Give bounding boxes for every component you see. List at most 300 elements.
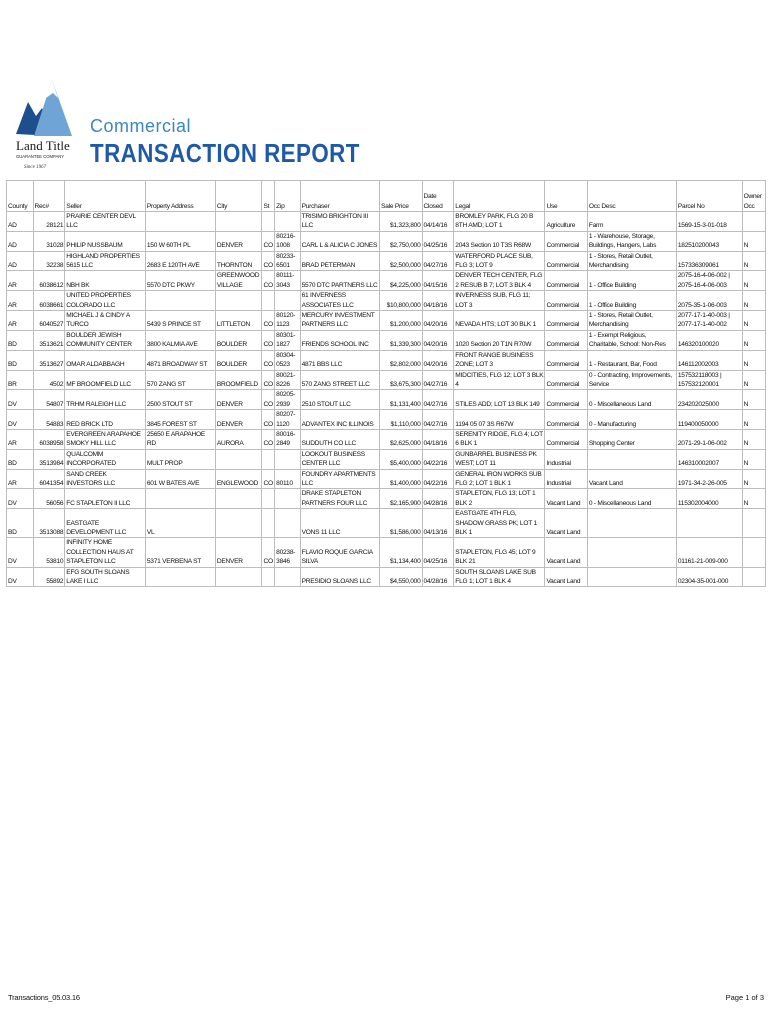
cell-rec: 4502	[33, 370, 65, 390]
cell-owner_occ: N	[742, 251, 765, 271]
cell-city: DENVER	[215, 538, 262, 567]
cell-county: BD	[7, 350, 34, 370]
cell-legal: DENVER TECH CENTER, FLG 2 RESUB B 7; LOT 3 BLK 4	[454, 271, 545, 291]
column-header-use: Use	[545, 181, 587, 212]
cell-zip: 80205-2939	[275, 390, 300, 410]
cell-zip: 80216-1008	[275, 231, 300, 251]
table-row	[7, 449, 766, 469]
cell-closed: 04/15/16	[422, 271, 454, 291]
cell-occ_desc: 1 - Warehouse, Storage, Buildings, Hangers, Labs	[587, 231, 676, 251]
cell-purchaser: 2510 STOUT LLC	[300, 390, 380, 410]
cell-legal: FRONT RANGE BUSINESS ZONE; LOT 3	[454, 350, 545, 370]
cell-parcel: 2071-29-1-06-002	[676, 429, 742, 449]
column-header-city: City	[215, 181, 262, 212]
cell-st: CO	[262, 271, 275, 291]
cell-zip: 80111-3043	[275, 271, 300, 291]
cell-use: Commercial	[545, 370, 587, 390]
table-row	[7, 311, 766, 331]
cell-zip: 80120-1123	[275, 311, 300, 331]
cell-occ_desc	[587, 538, 676, 567]
cell-owner_occ: N	[742, 271, 765, 291]
cell-zip: 80021-8226	[275, 370, 300, 390]
cell-seller: SAND CREEK INVESTORS LLC	[65, 469, 146, 489]
cell-address: MULT PROP	[145, 449, 215, 469]
cell-st	[262, 509, 275, 538]
cell-city: LITTLETON	[215, 311, 262, 331]
cell-legal: 2043 Section 10 T3S R68W	[454, 231, 545, 251]
cell-parcel: 146310002007	[676, 449, 742, 469]
cell-occ_desc: Shopping Center	[587, 429, 676, 449]
cell-county: BD	[7, 509, 34, 538]
cell-st: CO	[262, 429, 275, 449]
table-row	[7, 410, 766, 430]
cell-closed: 04/27/16	[422, 410, 454, 430]
table-row	[7, 271, 766, 291]
cell-owner_occ: N	[742, 469, 765, 489]
cell-county: DV	[7, 567, 34, 587]
table-row	[7, 469, 766, 489]
cell-owner_occ: N	[742, 449, 765, 469]
cell-address: 3800 KALMIA AVE	[145, 330, 215, 350]
column-header-st: St	[262, 181, 275, 212]
cell-parcel: 2077-17-1-40-003 | 2077-17-1-40-002	[676, 311, 742, 331]
cell-seller: QUALCOMM INCORPORATED	[65, 449, 146, 469]
cell-address: 150 W 60TH PL	[145, 231, 215, 251]
cell-owner_occ: N	[742, 370, 765, 390]
cell-use: Agriculture	[545, 212, 587, 232]
cell-zip: 80207-1120	[275, 410, 300, 430]
footer-filename: Transactions_05.03.16	[8, 993, 80, 1002]
cell-purchaser: CARL L & ALICIA C JONES	[300, 231, 380, 251]
cell-parcel: 1971-34-2-26-005	[676, 469, 742, 489]
cell-occ_desc	[587, 449, 676, 469]
cell-st	[262, 489, 275, 509]
cell-price: $1,339,300	[380, 330, 422, 350]
cell-parcel: 1569-15-3-01-018	[676, 212, 742, 232]
cell-seller: UNITED PROPERTIES COLORADO LLC	[65, 291, 146, 311]
cell-city: DENVER	[215, 410, 262, 430]
cell-parcel	[676, 509, 742, 538]
cell-county: AR	[7, 429, 34, 449]
cell-closed: 04/28/16	[422, 489, 454, 509]
cell-seller: PRAIRIE CENTER DEVL LLC	[65, 212, 146, 232]
logo-brand-line2: GUARANTEE COMPANY	[16, 154, 65, 159]
cell-address: 5439 S PRINCE ST	[145, 311, 215, 331]
cell-price: $1,200,000	[380, 311, 422, 331]
cell-st	[262, 449, 275, 469]
cell-st: CO	[262, 469, 275, 489]
cell-purchaser: ADVANTEX INC ILLINOIS	[300, 410, 380, 430]
cell-city: BOULDER	[215, 350, 262, 370]
cell-use: Commercial	[545, 330, 587, 350]
cell-address: 570 ZANG ST	[145, 370, 215, 390]
cell-county: DV	[7, 538, 34, 567]
cell-city	[215, 291, 262, 311]
cell-price: $1,110,000	[380, 410, 422, 430]
cell-use: Industrial	[545, 449, 587, 469]
cell-closed: 04/27/16	[422, 390, 454, 410]
cell-purchaser: 4871 BBS LLC	[300, 350, 380, 370]
column-header-county: County	[7, 181, 34, 212]
cell-use: Commercial	[545, 251, 587, 271]
cell-legal: WATERFORD PLACE SUB, FLG 3; LOT 9	[454, 251, 545, 271]
cell-city: DENVER	[215, 231, 262, 251]
cell-seller: EASTGATE DEVELOPMENT LLC	[65, 509, 146, 538]
cell-rec: 6038612	[33, 271, 65, 291]
cell-st: CO	[262, 538, 275, 567]
cell-occ_desc: 1 - Exempt Religious, Charitable, School: Non-Res	[587, 330, 676, 350]
cell-st	[262, 291, 275, 311]
cell-owner_occ: N	[742, 350, 765, 370]
column-header-occ_desc: Occ Desc	[587, 181, 676, 212]
cell-city: AURORA	[215, 429, 262, 449]
cell-price: $4,550,000	[380, 567, 422, 587]
cell-rec: 53810	[33, 538, 65, 567]
cell-st: CO	[262, 330, 275, 350]
cell-purchaser: 570 ZANG STREET LLC	[300, 370, 380, 390]
cell-occ_desc: 0 - Contracting, Improvements, Service	[587, 370, 676, 390]
cell-closed: 04/22/16	[422, 449, 454, 469]
cell-use: Vacant Land	[545, 489, 587, 509]
cell-county: BD	[7, 449, 34, 469]
column-header-closed: Date Closed	[422, 181, 454, 212]
cell-seller: MF BROOMFIELD LLC	[65, 370, 146, 390]
table-body	[7, 212, 766, 587]
report-subtitle: Commercial	[90, 116, 192, 136]
cell-county: AD	[7, 212, 34, 232]
cell-rec: 3513627	[33, 350, 65, 370]
table-row	[7, 251, 766, 271]
cell-occ_desc: 0 - Miscellaneous Land	[587, 489, 676, 509]
cell-county: AD	[7, 251, 34, 271]
cell-purchaser: VONS 11 LLC	[300, 509, 380, 538]
table-row	[7, 291, 766, 311]
cell-zip: 80301-1827	[275, 330, 300, 350]
cell-st	[262, 212, 275, 232]
cell-county: BD	[7, 330, 34, 350]
cell-legal: STAPLETON, FLG 45; LOT 9 BLK 21	[454, 538, 545, 567]
cell-address	[145, 291, 215, 311]
cell-city: GREENWOOD VILLAGE	[215, 271, 262, 291]
cell-price: $2,802,000	[380, 350, 422, 370]
table-row	[7, 509, 766, 538]
cell-county: AR	[7, 311, 34, 331]
cell-legal: MIDCITIES, FLG 12; LOT 3 BLK 4	[455, 371, 544, 388]
cell-zip	[275, 567, 300, 587]
cell-st: CO	[262, 231, 275, 251]
cell-city	[215, 509, 262, 538]
cell-owner_occ: N	[742, 489, 765, 509]
report-title: TRANSACTION REPORT	[90, 138, 360, 168]
column-header-price: Sale Price	[380, 181, 422, 212]
cell-county: AR	[7, 271, 34, 291]
cell-parcel: 146112002003	[676, 350, 742, 370]
cell-owner_occ: N	[742, 291, 765, 311]
cell-purchaser: BRAD PETERMAN	[300, 251, 380, 271]
cell-occ_desc	[587, 567, 676, 587]
cell-purchaser: 5570 DTC PARTNERS LLC	[300, 271, 380, 291]
cell-county: DV	[7, 410, 34, 430]
cell-price: $1,400,000	[380, 469, 422, 489]
cell-legal: GUNBARREL BUSINESS PK WEST; LOT 11	[454, 449, 545, 469]
cell-seller: FC STAPLETON II LLC	[65, 489, 146, 509]
cell-parcel: 01161-21-009-000	[676, 538, 742, 567]
cell-use: Industrial	[545, 469, 587, 489]
cell-rec: 54807	[33, 390, 65, 410]
cell-closed: 04/27/16	[422, 370, 454, 390]
cell-use: Commercial	[545, 350, 587, 370]
cell-county: DV	[7, 489, 34, 509]
cell-seller: EVERGREEN ARAPAHOE SMOKY HILL LLC	[65, 429, 146, 449]
cell-occ_desc: 1 - Stores, Retail Outlet, Merchandising	[587, 251, 676, 271]
cell-seller: BOULDER JEWISH COMMUNITY CENTER	[65, 330, 146, 350]
cell-legal: 1020 Section 20 T1N R70W	[454, 330, 545, 350]
cell-zip: 80016-2849	[275, 429, 300, 449]
cell-purchaser: DRAKE STAPLETON PARTNERS FOUR LLC	[300, 489, 380, 509]
cell-rec: 6041354	[33, 469, 65, 489]
cell-price: $5,400,000	[380, 449, 422, 469]
cell-address	[145, 567, 215, 587]
cell-legal: GENERAL IRON WORKS SUB FLG 2; LOT 1 BLK 1	[454, 469, 545, 489]
column-header-seller: Seller	[65, 181, 146, 212]
column-header-address: Property Address	[145, 181, 215, 212]
cell-zip	[275, 212, 300, 232]
cell-address: 2683 E 120TH AVE	[145, 251, 215, 271]
cell-zip: 80233-6501	[275, 251, 300, 271]
transactions-table	[6, 180, 766, 587]
cell-zip	[275, 509, 300, 538]
cell-parcel: 146320100020	[676, 330, 742, 350]
cell-rec: 55892	[33, 567, 65, 587]
cell-use: Commercial	[545, 291, 587, 311]
logo-brand-line1: Land Title	[16, 138, 70, 153]
cell-seller: MICHAEL J & CINDY A TURCO	[65, 311, 146, 331]
cell-seller: RED BRICK LTD	[65, 410, 146, 430]
cell-purchaser: FOUNDRY APARTMENTS LLC	[300, 469, 380, 489]
cell-price: $10,800,000	[380, 291, 422, 311]
cell-owner_occ	[742, 509, 765, 538]
cell-closed: 04/18/16	[422, 429, 454, 449]
cell-city	[215, 449, 262, 469]
cell-county: AR	[7, 469, 34, 489]
cell-closed: 04/25/16	[422, 538, 454, 567]
column-header-owner_occ: Owner Occ	[742, 181, 765, 212]
cell-address	[145, 212, 215, 232]
column-header-rec: Rec#	[33, 181, 65, 212]
cell-parcel: 2075-35-1-06-003	[676, 291, 742, 311]
cell-parcel: 2075-16-4-06-002 | 2075-16-4-06-003	[676, 271, 742, 291]
logo-brand-line3: Since 1967	[24, 165, 47, 170]
cell-parcel: 157336309061	[676, 251, 742, 271]
cell-address: 4871 BROADWAY ST	[145, 350, 215, 370]
cell-st: CO	[262, 410, 275, 430]
cell-legal: BROMLEY PARK, FLG 20 B 8TH AMD; LOT 1	[454, 212, 545, 232]
cell-closed: 04/18/16	[422, 291, 454, 311]
table-row	[7, 429, 766, 449]
cell-owner_occ	[742, 538, 765, 567]
cell-seller: NBH BK	[65, 271, 146, 291]
cell-owner_occ: N	[742, 231, 765, 251]
cell-address: 5570 DTC PKWY	[145, 271, 215, 291]
cell-county: AR	[7, 291, 34, 311]
cell-rec: 6038661	[33, 291, 65, 311]
cell-st: CO	[262, 311, 275, 331]
cell-zip: 80110	[275, 469, 300, 489]
cell-seller: EFG SOUTH SLOANS LAKE I LLC	[65, 567, 146, 587]
cell-seller: OMAR ALDABBAGH	[65, 350, 146, 370]
cell-legal: STAPLETON, FLG 13; LOT 1 BLK 2	[454, 489, 545, 509]
column-header-legal: Legal	[454, 181, 545, 212]
cell-purchaser: PRESIDIO SLOANS LLC	[300, 567, 380, 587]
cell-rec: 3513984	[33, 449, 65, 469]
cell-occ_desc: 0 - Manufacturing	[587, 410, 676, 430]
cell-seller: HIGHLAND PROPERTIES 5615 LLC	[65, 251, 146, 271]
cell-price: $1,586,000	[380, 509, 422, 538]
cell-use: Commercial	[545, 410, 587, 430]
cell-parcel: 02304-35-001-000	[676, 567, 742, 587]
cell-rec: 3513088	[33, 509, 65, 538]
cell-city	[215, 489, 262, 509]
cell-owner_occ: N	[742, 410, 765, 430]
cell-parcel: 157532118003 | 157532120001	[676, 370, 742, 390]
cell-owner_occ: N	[742, 330, 765, 350]
cell-use: Commercial	[545, 271, 587, 291]
cell-parcel: 119400050000	[676, 410, 742, 430]
cell-rec: 3513621	[33, 330, 65, 350]
cell-rec: 32238	[33, 251, 65, 271]
cell-legal: NEVADA HTS; LOT 30 BLK 1	[454, 311, 545, 331]
footer-page-number: Page 1 of 3	[725, 993, 764, 1002]
cell-occ_desc: 0 - Miscellaneous Land	[587, 390, 676, 410]
cell-county: AD	[7, 231, 34, 251]
cell-zip: 80304-0523	[275, 350, 300, 370]
cell-occ_desc: Vacant Land	[587, 469, 676, 489]
column-header-zip: Zip	[275, 181, 300, 212]
cell-closed: 04/25/16	[422, 231, 454, 251]
cell-price: $1,323,800	[380, 212, 422, 232]
column-header-purchaser: Purchaser	[300, 181, 380, 212]
cell-rec: 31028	[33, 231, 65, 251]
column-header-parcel: Parcel No	[676, 181, 742, 212]
cell-use: Vacant Land	[545, 567, 587, 587]
cell-legal: SERENITY RIDGE, FLG 4; LOT 6 BLK 1	[454, 429, 545, 449]
cell-address: 3845 FOREST ST	[145, 410, 215, 430]
cell-st: CO	[262, 390, 275, 410]
cell-owner_occ	[742, 212, 765, 232]
cell-purchaser: SUDDUTH CO LLC	[300, 429, 380, 449]
cell-price: $1,134,400	[380, 538, 422, 567]
cell-price: $1,131,400	[380, 390, 422, 410]
cell-purchaser: MERCURY INVESTMENT PARTNERS LLC	[300, 311, 380, 331]
cell-address: 25650 E ARAPAHOE RD	[145, 429, 215, 449]
cell-legal: 1194 05 07 3S R67W	[454, 410, 545, 430]
cell-county: BR	[7, 370, 34, 390]
table-row	[7, 538, 766, 567]
cell-occ_desc: 1 - Stores, Retail Outlet, Merchandising	[587, 311, 676, 331]
table-header-row	[7, 181, 766, 212]
cell-address: 5371 VERBENA ST	[145, 538, 215, 567]
cell-occ_desc: 1 - Office Building	[587, 291, 676, 311]
cell-st: CO	[262, 251, 275, 271]
cell-closed: 04/22/16	[422, 469, 454, 489]
cell-zip	[275, 449, 300, 469]
cell-use: Vacant Land	[545, 538, 587, 567]
cell-price: $2,750,000	[380, 231, 422, 251]
cell-legal: INVERNESS SUB, FLG 11; LOT 3	[454, 291, 545, 311]
cell-use: Commercial	[545, 311, 587, 331]
cell-use: Commercial	[545, 429, 587, 449]
table-row	[7, 231, 766, 251]
cell-city	[215, 212, 262, 232]
cell-occ_desc: 1 - Office Building	[587, 271, 676, 291]
cell-rec: 6040527	[33, 311, 65, 331]
table-row	[7, 212, 766, 232]
cell-occ_desc	[587, 509, 676, 538]
cell-closed: 04/20/16	[422, 330, 454, 350]
cell-city: THORNTON	[215, 251, 262, 271]
cell-st: CO	[262, 350, 275, 370]
cell-closed: 04/20/16	[422, 311, 454, 331]
cell-zip: 80238-3846	[275, 538, 300, 567]
cell-purchaser: LOOKOUT BUSINESS CENTER LLC	[300, 449, 380, 469]
cell-zip	[275, 489, 300, 509]
cell-use: Commercial	[545, 231, 587, 251]
table-row	[7, 489, 766, 509]
cell-city: ENGLEWOOD	[215, 469, 262, 489]
cell-price: $2,165,900	[380, 489, 422, 509]
cell-st: CO	[262, 370, 275, 390]
cell-closed: 04/28/16	[422, 567, 454, 587]
cell-zip	[275, 291, 300, 311]
cell-use: Vacant Land	[545, 509, 587, 538]
cell-closed: 04/14/16	[422, 212, 454, 232]
cell-rec: 6038958	[33, 429, 65, 449]
cell-st	[262, 567, 275, 587]
table-row	[7, 390, 766, 410]
cell-rec: 56056	[33, 489, 65, 509]
cell-seller: PHILIP NUSSBAUM	[65, 231, 146, 251]
cell-price: $4,225,000	[380, 271, 422, 291]
cell-city: BOULDER	[215, 330, 262, 350]
cell-address: 2500 STOUT ST	[145, 390, 215, 410]
table-row	[7, 567, 766, 587]
cell-purchaser: FRIENDS SCHOOL INC	[300, 330, 380, 350]
cell-seller: TRHM RALEIGH LLC	[65, 390, 146, 410]
cell-parcel: 182510200043	[676, 231, 742, 251]
cell-owner_occ: N	[742, 311, 765, 331]
cell-legal: SOUTH SLOANS LAKE SUB FLG 1; LOT 1 BLK 4	[454, 567, 545, 587]
cell-address: 601 W BATES AVE	[145, 469, 215, 489]
cell-parcel: 115302004000	[676, 489, 742, 509]
cell-address: VL	[145, 509, 215, 538]
cell-price: $2,500,000	[380, 251, 422, 271]
cell-rec: 54883	[33, 410, 65, 430]
land-title-logo	[14, 72, 74, 182]
table-row	[7, 350, 766, 370]
cell-legal: EASTGATE 4TH FLG, SHADOW GRASS PK; LOT 1 BLK 1	[454, 509, 545, 538]
cell-purchaser: TRISIMO BRIGHTON III LLC	[300, 212, 380, 232]
cell-rec: 28121	[33, 212, 65, 232]
cell-occ_desc: 1 - Restaurant, Bar, Food	[587, 350, 676, 370]
cell-city: DENVER	[215, 390, 262, 410]
cell-use: Commercial	[545, 390, 587, 410]
cell-owner_occ	[742, 567, 765, 587]
cell-legal: STILES ADD; LOT 13 BLK 149	[454, 390, 545, 410]
cell-city: BROOMFIELD	[215, 370, 262, 390]
cell-address	[145, 489, 215, 509]
cell-closed: 04/13/16	[422, 509, 454, 538]
cell-closed: 04/27/16	[422, 251, 454, 271]
